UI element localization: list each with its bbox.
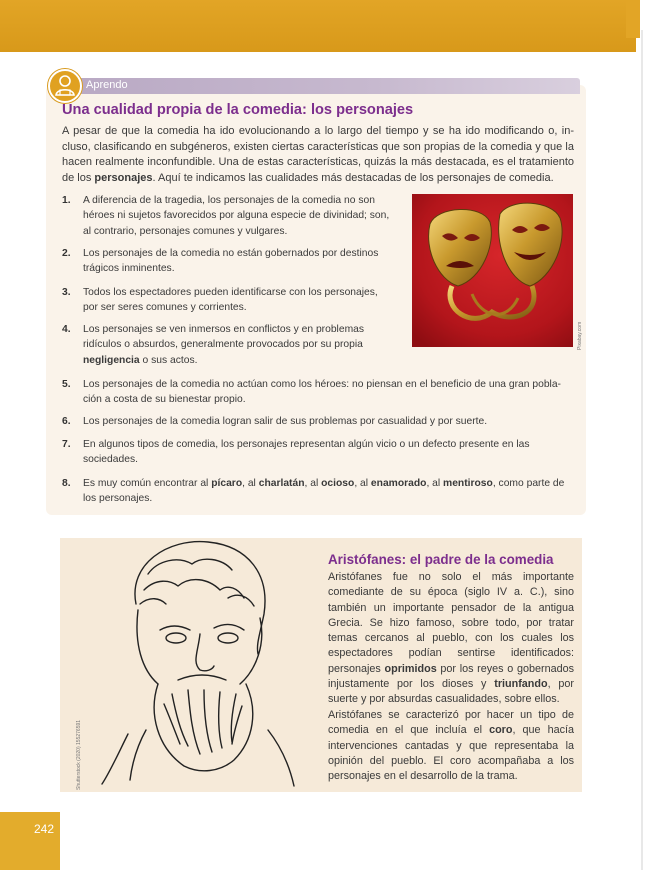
bold-picaro: pícaro: [211, 478, 243, 489]
item-number: 1.: [62, 195, 71, 206]
comedy-tragedy-masks-photo: [412, 194, 573, 347]
aristofanes-title: Aristófanes: el padre de la comedia: [328, 552, 554, 567]
intro-line: A pesar de que la comedia ha ido evolucionando a lo largo del tiempo y se ha ido modificando o, in-: [62, 125, 574, 137]
item-line: Los personajes de la comedia no actúan como los héroes: no piensan en el beneficio de una gran pobla-: [83, 379, 561, 390]
item-line: Los personajes de la comedia no están gobernados por destinos: [83, 248, 379, 259]
header-tab: [626, 0, 640, 38]
item-line: o sus actos.: [139, 354, 198, 366]
student-icon: [48, 69, 82, 103]
item-line: Todos los espectadores pueden identificarse con los personajes,: [83, 287, 378, 298]
aprendo-bar: [70, 78, 580, 94]
bold-enamorado: enamorado: [370, 478, 427, 489]
item-number: 3.: [62, 287, 71, 298]
intro-line: hacen realmente inconfundible. Una de estas características, quizás la más destacada, es el tratamiento: [62, 156, 574, 169]
intro-line: . Aquí te indicamos las cualidades más destacadas de los personajes de comedia.: [152, 172, 554, 185]
top-header-band: [0, 0, 636, 52]
item-line: Los personajes se ven inmersos en conflictos y en problemas: [83, 324, 365, 335]
item-number: 7.: [62, 439, 71, 450]
bold-oprimidos: oprimidos: [384, 662, 437, 675]
item-line: Los personajes de la comedia logran salir de sus problemas por casualidad y por suerte.: [83, 416, 488, 427]
item-line: los personajes.: [83, 493, 153, 505]
aristofanes-paragraph-2: Aristófanes se caracterizó por hacer un tipo de comedia en el que incluía el coro, que hacía intervenciones cantadas y que representaba la opinión del pueblo. El coro acompañaba a los personajes en el desarrollo de la trama.: [328, 709, 574, 783]
bold-charlatan: charlatán: [258, 478, 305, 489]
bust-credit: Shutterstock (2020) 155276591: [76, 719, 82, 790]
item-number: 4.: [62, 324, 71, 335]
item-line: sociedades.: [83, 454, 138, 466]
item-number: 8.: [62, 478, 71, 489]
item-line: al contrario, personajes comunes y vulgares.: [83, 225, 288, 237]
item-bold-negligencia: negligencia: [83, 354, 140, 366]
item-line: En algunos tipos de comedia, los personajes representan algún vicio o un defecto presente en las: [83, 439, 530, 450]
page-title: Una cualidad propia de la comedia: los personajes: [62, 102, 414, 118]
intro-paragraph: [62, 124, 574, 187]
item-number: 6.: [62, 416, 71, 427]
intro-line: de los: [62, 172, 95, 185]
bold-coro: coro: [489, 724, 513, 737]
page-number: 242: [34, 822, 55, 836]
item-number: 5.: [62, 379, 71, 390]
page-number-box: [0, 812, 60, 870]
aristofanes-paragraph-1: Aristófanes fue no solo el más importante comediante de su época (siglo IV a. C.), sino también un importante pensador de la antigua Grecia. Se hizo famoso, sobre todo, por tratar temas cercanos al pueblo, con los cuales los espectadores podían sentirse identificados: personajes oprimidos por los reyes o gobernados injustamente por los dioses y triunfando, por suerte y por absurdas casualidades, sobre ellos.: [328, 571, 574, 706]
aristofanes-bust-illustration: [88, 534, 298, 794]
item-line: ridículos o absurdos, generalmente provocados por su propia: [83, 339, 363, 351]
item-line: Es muy común encontrar al pícaro, al charlatán, al ocioso, al enamorado, al mentiroso, como parte de: [83, 478, 565, 489]
section-label: Aprendo: [86, 79, 128, 91]
intro-bold-personajes: personajes: [94, 172, 153, 185]
bold-ocioso: ocioso: [321, 478, 355, 489]
bold-mentiroso: mentiroso: [443, 478, 493, 489]
item-line: héroes ni sujetos favorecidos por alguna especie de divinidad; son,: [83, 210, 390, 222]
item-line: por ser seres comunes y corrientes.: [83, 302, 247, 314]
item-line: A diferencia de la tragedia, los personajes de la comedia no son: [83, 195, 375, 206]
item-line: trágicos inminentes.: [83, 263, 175, 275]
item-number: 2.: [62, 248, 71, 259]
page-edge-rule: [641, 30, 643, 870]
bold-triunfando: triunfando: [494, 678, 548, 691]
intro-line: cluso, clasificando en subgéneros, existen ciertas características que son propias de la comedia y que la: [62, 140, 574, 153]
item-line: ción a costa de su bienestar propio.: [83, 394, 246, 406]
photo-credit: Pixabay.com: [577, 321, 583, 350]
